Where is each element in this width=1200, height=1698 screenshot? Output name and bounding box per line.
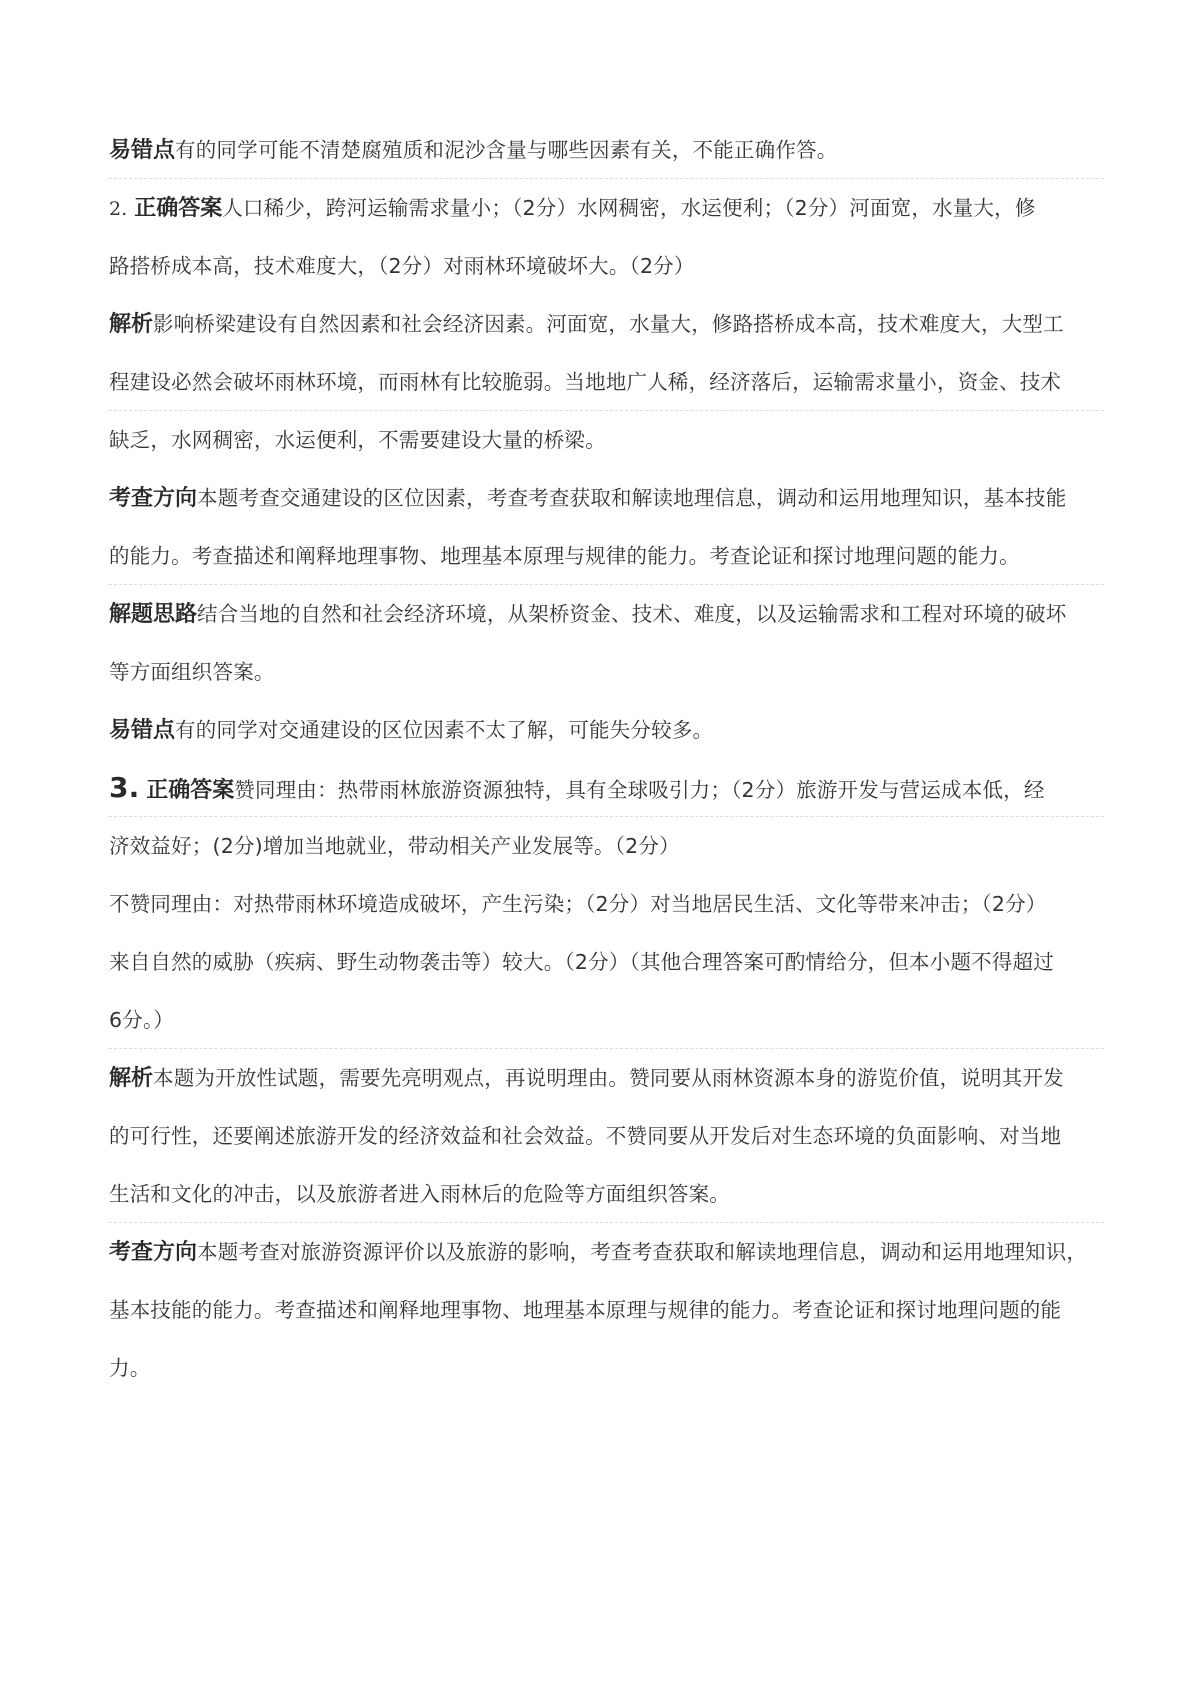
line-text: 等方面组织答案。 [109, 660, 275, 684]
paragraph-line [109, 1348, 1104, 1388]
paragraph-line [109, 652, 1104, 692]
dashed-divider [109, 1048, 1104, 1049]
paragraph-line [109, 130, 1104, 170]
bold-label: 解题思路 [109, 602, 198, 627]
line-text: 来自自然的威胁（疾病、野生动物袭击等）较大。（2分）（其他合理答案可酌情给分，但本小题不得超过 [109, 950, 1054, 974]
dashed-divider [109, 816, 1104, 817]
line-text: 程建设必然会破坏雨林环境，而雨林有比较脆弱。当地地广人稀，经济落后，运输需求量小，资金、技术 [109, 370, 1062, 394]
paragraph-line [109, 362, 1104, 402]
paragraph-line [109, 1232, 1104, 1272]
line-text: 不赞同理由：对热带雨林环境造成破坏，产生污染；（2分）对当地居民生活、文化等带来冲击；（2分） [109, 892, 1047, 916]
paragraph-line [109, 942, 1104, 982]
paragraph-line [109, 1116, 1104, 1156]
paragraph-line [109, 304, 1104, 344]
line-text: 结合当地的自然和社会经济环境，从架桥资金、技术、难度，以及运输需求和工程对环境的破坏 [197, 602, 1067, 626]
dashed-divider [109, 584, 1104, 585]
paragraph-line [109, 768, 1104, 808]
line-text: 影响桥梁建设有自然因素和社会经济因素。河面宽，水量大，修路搭桥成本高，技术难度大，大型工 [153, 312, 1064, 336]
bold-label: 正确答案 [146, 778, 235, 803]
dashed-divider [109, 1222, 1104, 1223]
paragraph-line [109, 1058, 1104, 1098]
paragraph-line [109, 536, 1104, 576]
bold-label: 易错点 [109, 138, 176, 163]
bold-label: 易错点 [109, 718, 176, 743]
bold-label: 解析 [109, 1066, 154, 1091]
line-text: 路搭桥成本高，技术难度大，（2分）对雨林环境破坏大。（2分） [109, 254, 695, 278]
dashed-divider [109, 410, 1104, 411]
dashed-divider [109, 178, 1104, 179]
paragraph-line [109, 188, 1104, 228]
bold-label: 正确答案 [134, 196, 223, 221]
bold-label: 考查方向 [109, 1240, 198, 1265]
line-text: 人口稀少，跨河运输需求量小；（2分）水网稠密，水运便利；（2分）河面宽，水量大，修 [222, 196, 1036, 220]
paragraph-line [109, 710, 1104, 750]
line-text: 的可行性，还要阐述旅游开发的经济效益和社会效益。不赞同要从开发后对生态环境的负面影响、对当地 [109, 1124, 1062, 1148]
line-text: 的能力。考查描述和阐释地理事物、地理基本原理与规律的能力。考查论证和探讨地理问题的能力。 [109, 544, 1020, 568]
line-text: 力。 [109, 1356, 151, 1380]
line-text: 本题考查对旅游资源评价以及旅游的影响，考查考查获取和解读地理信息，调动和运用地理知识， [197, 1240, 1088, 1264]
paragraph-line [109, 1000, 1104, 1040]
line-text: 6分。） [109, 1008, 175, 1032]
paragraph-line [109, 420, 1104, 460]
paragraph-line [109, 1174, 1104, 1214]
line-text: 赞同理由：热带雨林旅游资源独特，具有全球吸引力；（2分）旅游开发与营运成本低，经 [234, 778, 1045, 802]
line-text: 有的同学可能不清楚腐殖质和泥沙含量与哪些因素有关，不能正确作答。 [175, 138, 838, 162]
question-number: 2. [109, 198, 128, 220]
line-text: 基本技能的能力。考查描述和阐释地理事物、地理基本原理与规律的能力。考查论证和探讨地理问题的能 [109, 1298, 1062, 1322]
bold-label: 解析 [109, 312, 154, 337]
paragraph-line [109, 478, 1104, 518]
line-text: 生活和文化的冲击，以及旅游者进入雨林后的危险等方面组织答案。 [109, 1182, 730, 1206]
bold-label: 考查方向 [109, 486, 198, 511]
paragraph-line [109, 1290, 1104, 1330]
question-number: 3. [109, 771, 140, 804]
line-text: 缺乏，水网稠密，水运便利，不需要建设大量的桥梁。 [109, 428, 606, 452]
paragraph-line [109, 246, 1104, 286]
paragraph-line [109, 826, 1104, 866]
line-text: 本题考查交通建设的区位因素，考查考查获取和解读地理信息，调动和运用地理知识，基本技能 [197, 486, 1067, 510]
line-text: 济效益好；(2分)增加当地就业，带动相关产业发展等。（2分） [109, 834, 680, 858]
paragraph-line [109, 884, 1104, 924]
line-text: 有的同学对交通建设的区位因素不太了解，可能失分较多。 [175, 718, 714, 742]
paragraph-line [109, 594, 1104, 634]
line-text: 本题为开放性试题，需要先亮明观点，再说明理由。赞同要从雨林资源本身的游览价值，说明其开发 [153, 1066, 1064, 1090]
